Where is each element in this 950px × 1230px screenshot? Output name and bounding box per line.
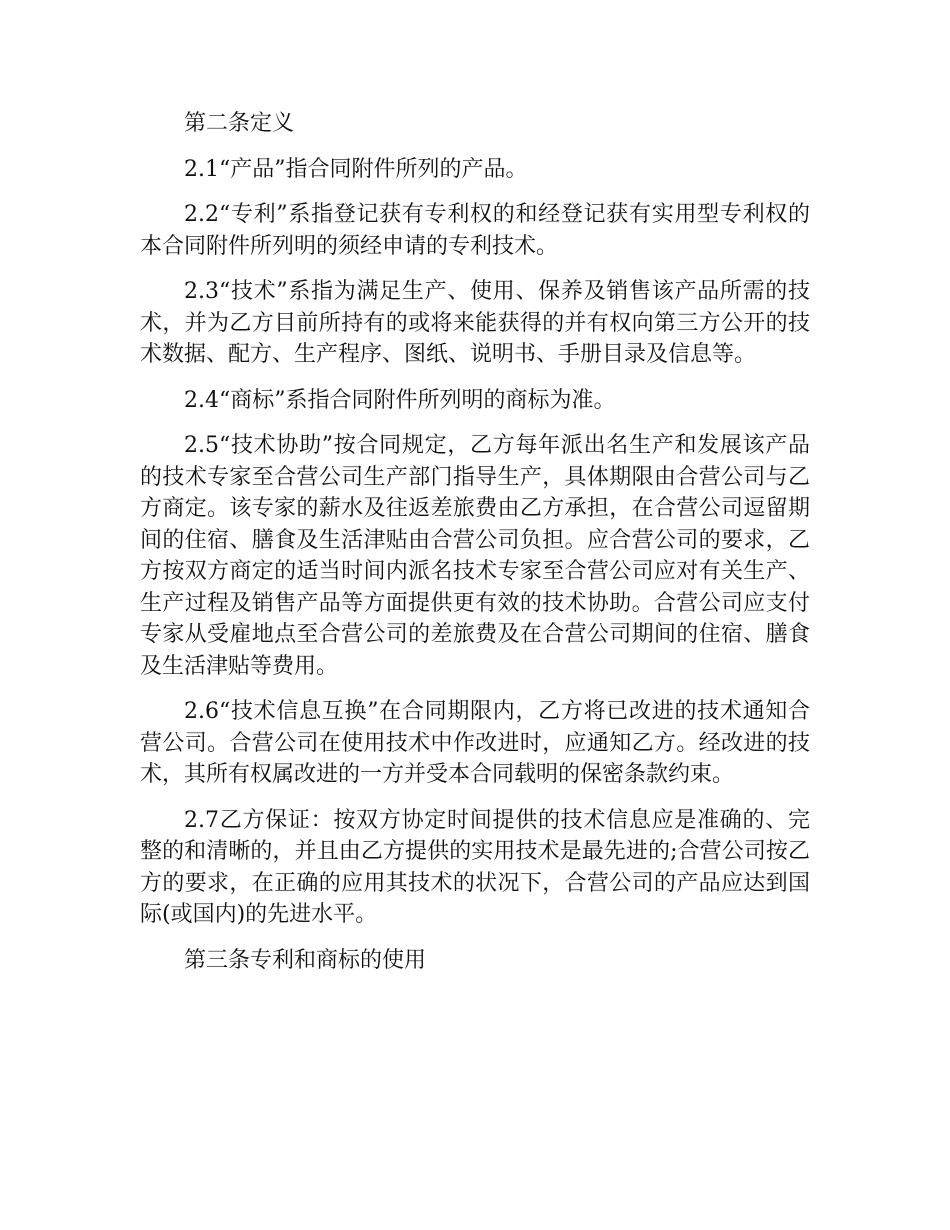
document-body — [140, 108, 810, 990]
clause-2-7-warranty: 2.7乙方保证：按双方协定时间提供的技术信息应是准确的、完整的和清晰的，并且由乙方提供的实用技术是最先进的;合营公司按乙方的要求，在正确的应用其技术的状况下，合营公司的产品应达到国际(或国内)的先进水平。 — [140, 807, 810, 927]
clause-2-4-trademark: 2.4“商标”系指合同附件所列明的商标为准。 — [184, 387, 616, 413]
clause-2-5-technical-assistance: 2.5“技术协助”按合同规定，乙方每年派出名生产和发展该产品的技术专家至合营公司生产部门指导生产，具体期限由合营公司与乙方商定。该专家的薪水及往返差旅费由乙方承担，在合营公司逗留期间的住宿、膳食及生活津贴由合营公司负担。应合营公司的要求，乙方按双方商定的适当时间内派名技术专家至合营公司应对有关生产、生产过程及销售产品等方面提供更有效的技术协助。合营公司应支付专家从受雇地点至合营公司的差旅费及在合营公司期间的住宿、膳食及生活津贴等费用。 — [140, 433, 810, 679]
clause-2-2-patent: 2.2“专利”系指登记获有专利权的和经登记获有实用型专利权的本合同附件所列明的须经申请的专利技术。 — [140, 202, 810, 259]
section-heading-patent-trademark-use: 第三条专利和商标的使用 — [184, 947, 427, 973]
clause-2-1-product: 2.1“产品”指合同附件所列的产品。 — [184, 156, 528, 182]
clause-2-3-technology: 2.3“技术”系指为满足生产、使用、保养及销售该产品所需的技术，并为乙方目前所持有的或将来能获得的并有权向第三方公开的技术数据、配方、生产程序、图纸、说明书、手册目录及信息等。 — [140, 279, 810, 367]
section-heading-definitions: 第二条定义 — [184, 111, 295, 136]
clause-2-6-information-exchange: 2.6“技术信息互换”在合同期限内，乙方将已改进的技术通知合营公司。合营公司在使用技术中作改进时，应通知乙方。经改进的技术，其所有权属改进的一方并受本合同载明的保密条款约束。 — [140, 699, 810, 787]
